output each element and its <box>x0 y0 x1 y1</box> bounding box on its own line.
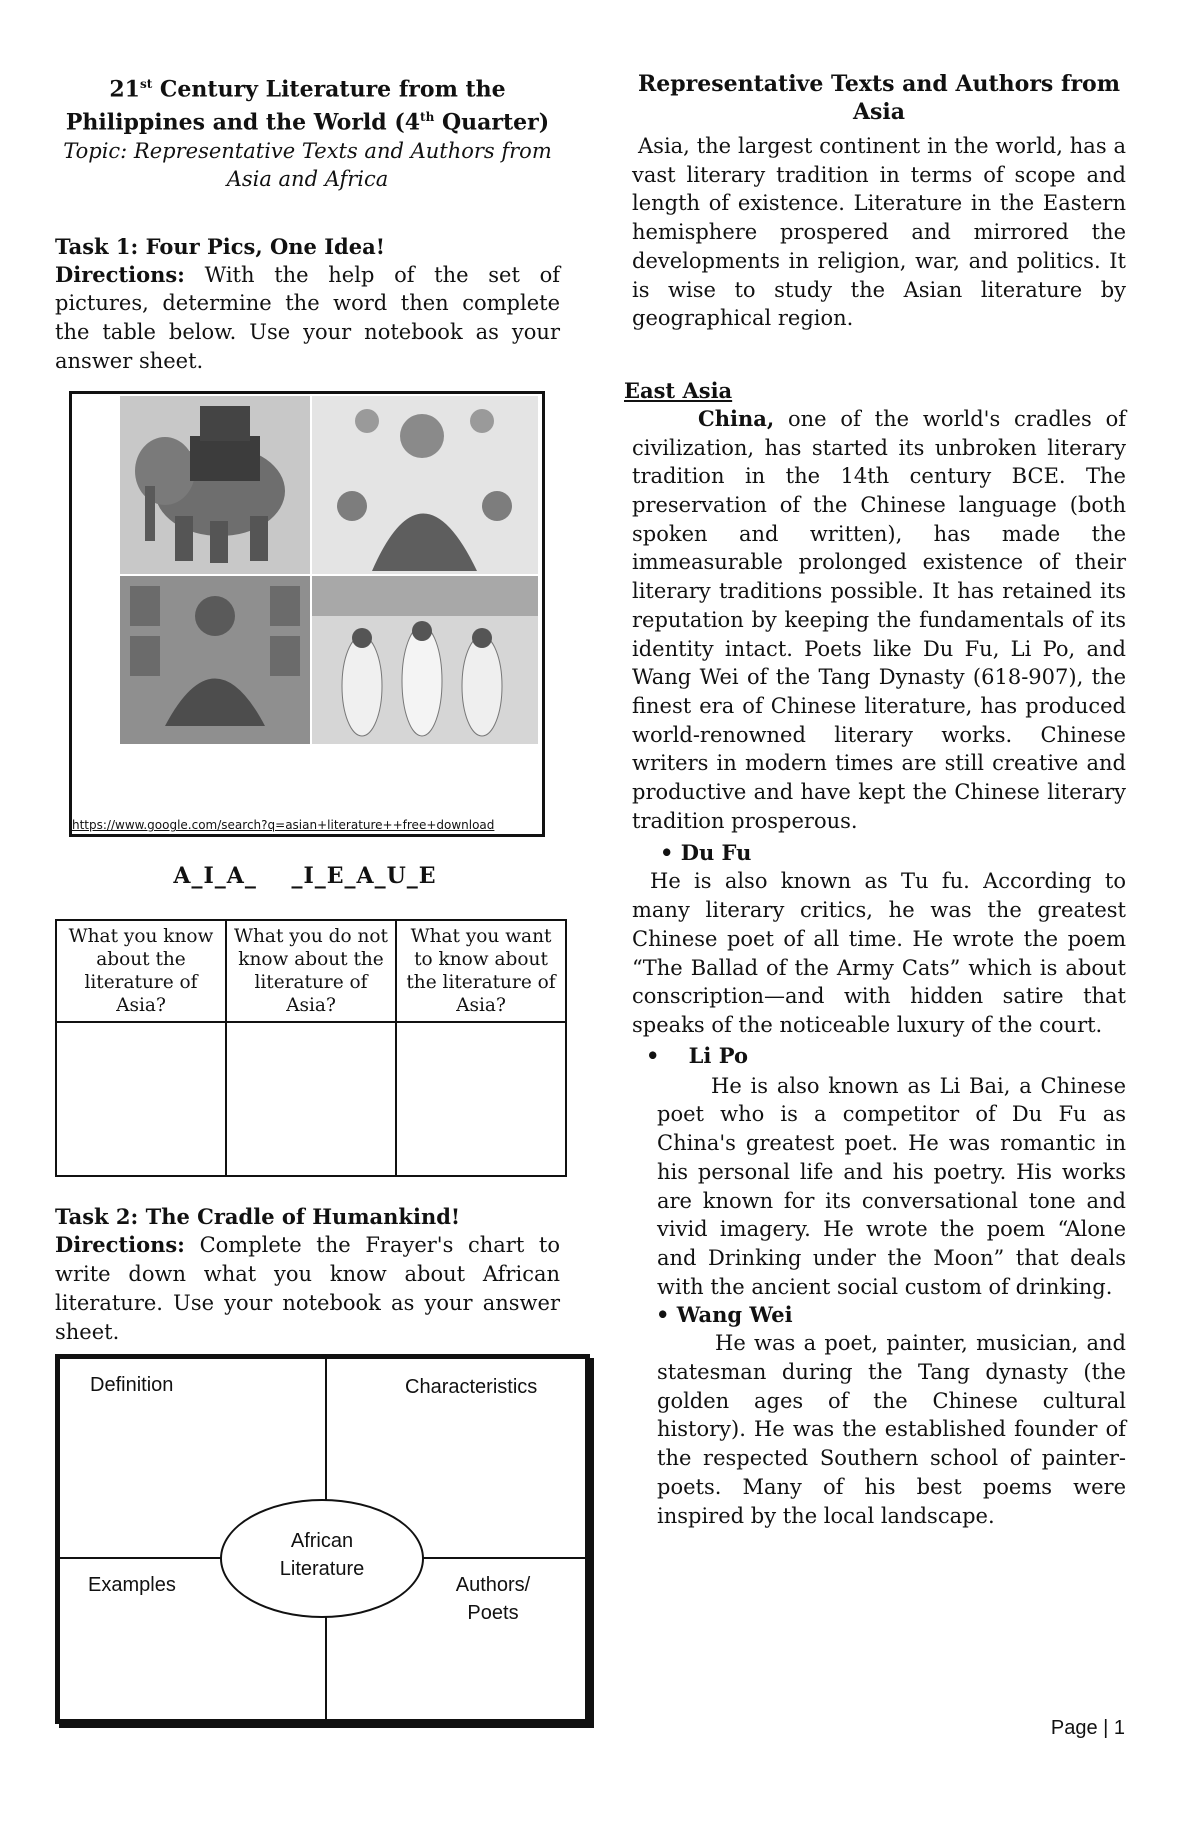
kwl-header-row <box>56 920 566 1022</box>
doc-title-line2: Philippines and the World (4th Quarter) <box>65 109 550 136</box>
frayer-examples-label: Examples <box>88 1574 176 1597</box>
china-paragraph <box>632 405 1126 836</box>
li-po-heading: • Li Po <box>646 1042 748 1068</box>
task2-directions-label: Directions: <box>55 1232 185 1258</box>
task1-directions-text: With the help of the set of pictures, determine the word then complete the table below. Use your notebook as your answer sheet. <box>55 262 560 373</box>
kwl-cell-dont-know <box>226 1022 396 1176</box>
wang-wei-heading: • Wang Wei <box>656 1302 793 1328</box>
frayer-center-line1: African <box>290 1530 354 1553</box>
east-asia-heading: East Asia <box>624 377 733 403</box>
page-number: Page | 1 <box>1050 1717 1125 1739</box>
doc-title-line1: 21st Century Literature from the <box>109 76 506 103</box>
task1-directions <box>55 261 560 376</box>
image-credit-link[interactable]: https://www.google.com/search?q=asian+literature++free+download <box>72 818 495 833</box>
left-column <box>55 70 560 1724</box>
du-fu-text: He is also known as Tu fu. According to many literary critics, he was the greatest Chinese poet of all time. He wrote the poem “The Ballad of the Army Cats” which is about conscription—and with hidden satire that speaks of the noticeable luxury of the court. <box>632 869 1126 1037</box>
ancient-scholars-picture <box>312 576 538 744</box>
china-text: one of the world's cradles of civilization, has started its unbroken literary tradition in the 14th century BCE. The preservation of the Chinese language (both spoken and written), has made the immeasurable prolonged existence of their literary traditions possible. It has retained its reputation by keeping the fundamentals of its identity intact. Poets like Du Fu, Li Po, and Wang Wei of the Tang Dynasty (618-907), the finest era of Chinese literature, has produced world-renowned literary works. Chinese writers in modern times are still creative and productive and have kept the Chinese literary tradition prosperous. <box>632 406 1126 833</box>
chinese-figures-illustration <box>312 396 538 574</box>
four-pics-panel <box>69 391 545 837</box>
task1-heading: Task 1: Four Pics, One Idea! <box>55 233 385 259</box>
frayer-center-ellipse <box>220 1499 424 1618</box>
task2-directions-text: Complete the Frayer's chart to write down what you know about African literature. Use your notebook as your answer sheet. <box>55 1233 561 1344</box>
wang-wei-text: He was a poet, painter, musician, and statesman during the Tang dynasty (the golden ages of the Chinese cultural history). He was the established founder of the respected Southern school of painter-poets. Many of his best poems were inspired by the local landscape. <box>657 1331 1126 1528</box>
kwl-header-dont-know: What you do not know about the literature of Asia? <box>226 920 396 1022</box>
frayer-chart <box>55 1354 590 1724</box>
chinese-figures-picture <box>312 396 538 574</box>
du-fu-heading: • Du Fu <box>660 840 752 866</box>
asia-intro: Asia, the largest continent in the world, has a vast literary tradition in terms of scope and length of existence. Literature in the Eastern hemisphere prospered and mirrored the developments in religion, war, and politics. It is wise to study the Asian literature by geographical region. <box>632 134 1126 331</box>
frayer-authors-line2: Poets <box>467 1602 519 1625</box>
kwl-header-want-know: What you want to know about the literature of Asia? <box>396 920 566 1022</box>
elephant-illustration <box>120 396 310 574</box>
ancient-scholars-illustration <box>312 576 538 744</box>
frayer-definition-label: Definition <box>90 1374 174 1397</box>
frayer-center-line2: Literature <box>279 1558 365 1581</box>
right-heading-line1: Representative Texts and Authors from <box>637 71 1120 97</box>
task2-heading: Task 2: The Cradle of Humankind! <box>55 1204 461 1230</box>
task2-directions <box>55 1231 560 1346</box>
task1-directions-label: Directions: <box>55 261 185 287</box>
kwl-header-know: What you know about the literature of Asia? <box>56 920 226 1022</box>
china-label: China, <box>698 405 775 431</box>
right-heading-line2: Asia <box>852 99 906 125</box>
topic: Topic: Representative Texts and Authors from Asia and Africa <box>63 138 552 191</box>
buddha-relief-picture <box>120 576 310 744</box>
right-column <box>624 70 1126 1530</box>
buddha-relief-illustration <box>120 576 310 744</box>
frayer-authors-label <box>448 1571 538 1627</box>
kwl-cell-want-know <box>396 1022 566 1176</box>
kwl-answer-row <box>56 1022 566 1176</box>
word-puzzle: A_I_A_ _I_E_A_U_E <box>173 863 437 890</box>
frayer-characteristics-label: Characteristics <box>405 1376 538 1399</box>
kwl-table <box>55 919 567 1177</box>
frayer-authors-line1: Authors/ <box>455 1574 531 1597</box>
frayer-center-label <box>222 1527 422 1583</box>
kwl-cell-know <box>56 1022 226 1176</box>
elephant-picture <box>120 396 310 574</box>
li-po-text: He is also known as Li Bai, a Chinese poet who is a competitor of Du Fu as China's greatest poet. He was romantic in his personal life and his poetry. His works are known for its conversational tone and vivid imagery. He wrote the poem “Alone and Drinking under the Moon” that deals with the ancient social custom of drinking. <box>657 1073 1126 1299</box>
